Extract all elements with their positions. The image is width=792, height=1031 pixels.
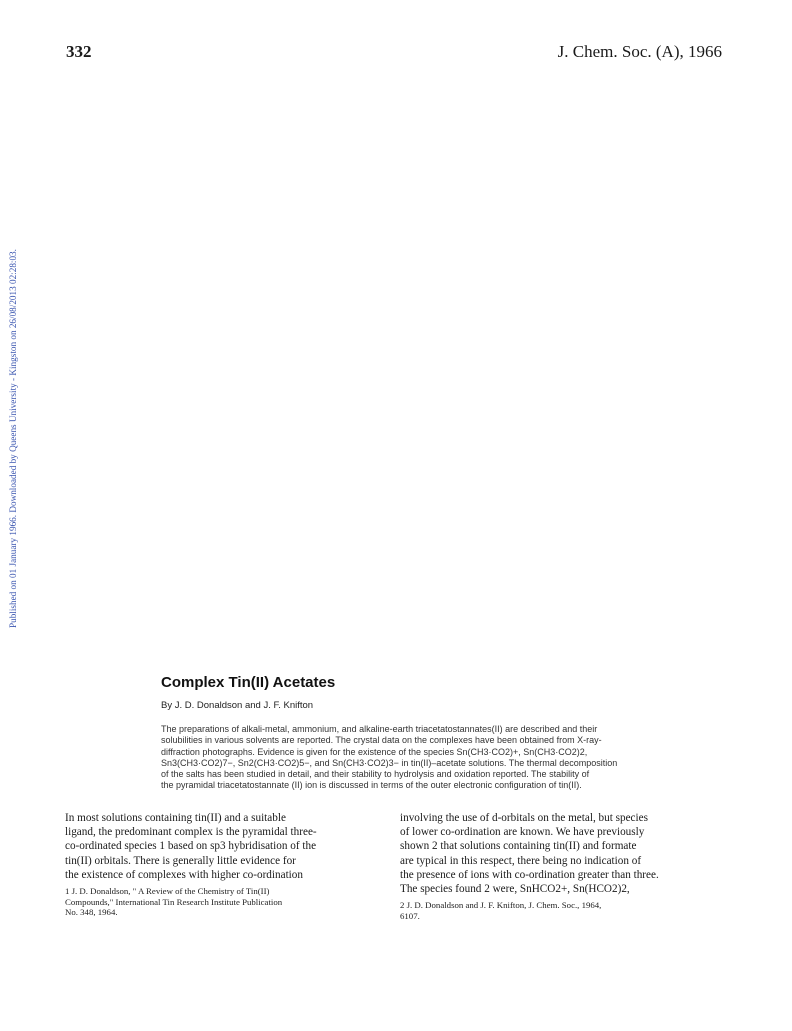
footnote-line: 6107. — [400, 910, 420, 921]
body-column-left — [65, 811, 385, 918]
body-line: The species found 2 were, SnHCO2+, Sn(HCO2)2, — [400, 883, 630, 896]
body-line: co-ordinated species 1 based on sp3 hybridisation of the — [65, 840, 317, 853]
footnote-2 — [400, 900, 720, 921]
footnote-line: Compounds," International Tin Research Institute Publication — [65, 896, 283, 907]
footnote-line: No. 348, 1964. — [65, 907, 118, 918]
body-line: of lower co-ordination are known. We have previously — [400, 826, 645, 839]
footnote-line: 2 J. D. Donaldson and J. F. Knifton, J. Chem. Soc., 1964, — [400, 900, 602, 911]
body-line: the existence of complexes with higher co-ordination — [65, 868, 303, 881]
download-notice-text: Published on 01 January 1966. Downloaded by Queens University - Kingston on 26/08/2013 02:28:03. — [8, 249, 18, 628]
body-line: In most solutions containing tin(II) and a suitable — [65, 812, 286, 824]
abstract-line: of the salts has been studied in detail, and their stability to hydrolysis and oxidation reported. The stability of — [161, 769, 590, 780]
page-number: 332 — [66, 42, 92, 61]
journal-reference: J. Chem. Soc. (A), 1966 — [557, 42, 722, 61]
body-line: ligand, the predominant complex is the pyramidal three- — [65, 826, 317, 839]
body-line: the presence of ions with co-ordination greater than three. — [400, 868, 659, 881]
body-line: shown 2 that solutions containing tin(II) and formate — [400, 840, 637, 853]
abstract-line: The preparations of alkali-metal, ammonium, and alkaline-earth triacetatostannates(II) are described and their — [161, 724, 598, 734]
body-line: involving the use of d-orbitals on the metal, but species — [400, 812, 648, 824]
abstract-line: diffraction photographs. Evidence is given for the existence of the species Sn(CH3·CO2)+, Sn(CH3·CO2)2, — [161, 746, 588, 757]
footnote-line: 1 J. D. Donaldson, " A Review of the Chemistry of Tin(II) — [65, 886, 270, 897]
abstract — [161, 724, 721, 792]
abstract-line: Sn3(CH3·CO2)7−, Sn2(CH3·CO2)5−, and Sn(CH3·CO2)3− in tin(II)–acetate solutions. The thermal decomposition — [161, 757, 618, 768]
abstract-line: solubilities in various solvents are reported. The crystal data on the complexes have been obtained from X-ray- — [161, 735, 602, 746]
article-authors: By J. D. Donaldson and J. F. Knifton — [161, 700, 314, 711]
body-line: tin(II) orbitals. There is generally little evidence for — [65, 854, 296, 867]
footnote-1 — [65, 886, 385, 918]
abstract-line: the pyramidal triacetatostannate (II) ion is discussed in terms of the outer electronic configuration of tin(II). — [161, 780, 582, 791]
download-notice[interactable] — [8, 188, 22, 628]
body-column-right — [400, 811, 720, 921]
article-title: Complex Tin(II) Acetates — [161, 674, 336, 691]
body-line: are typical in this respect, there being no indication of — [400, 854, 642, 867]
